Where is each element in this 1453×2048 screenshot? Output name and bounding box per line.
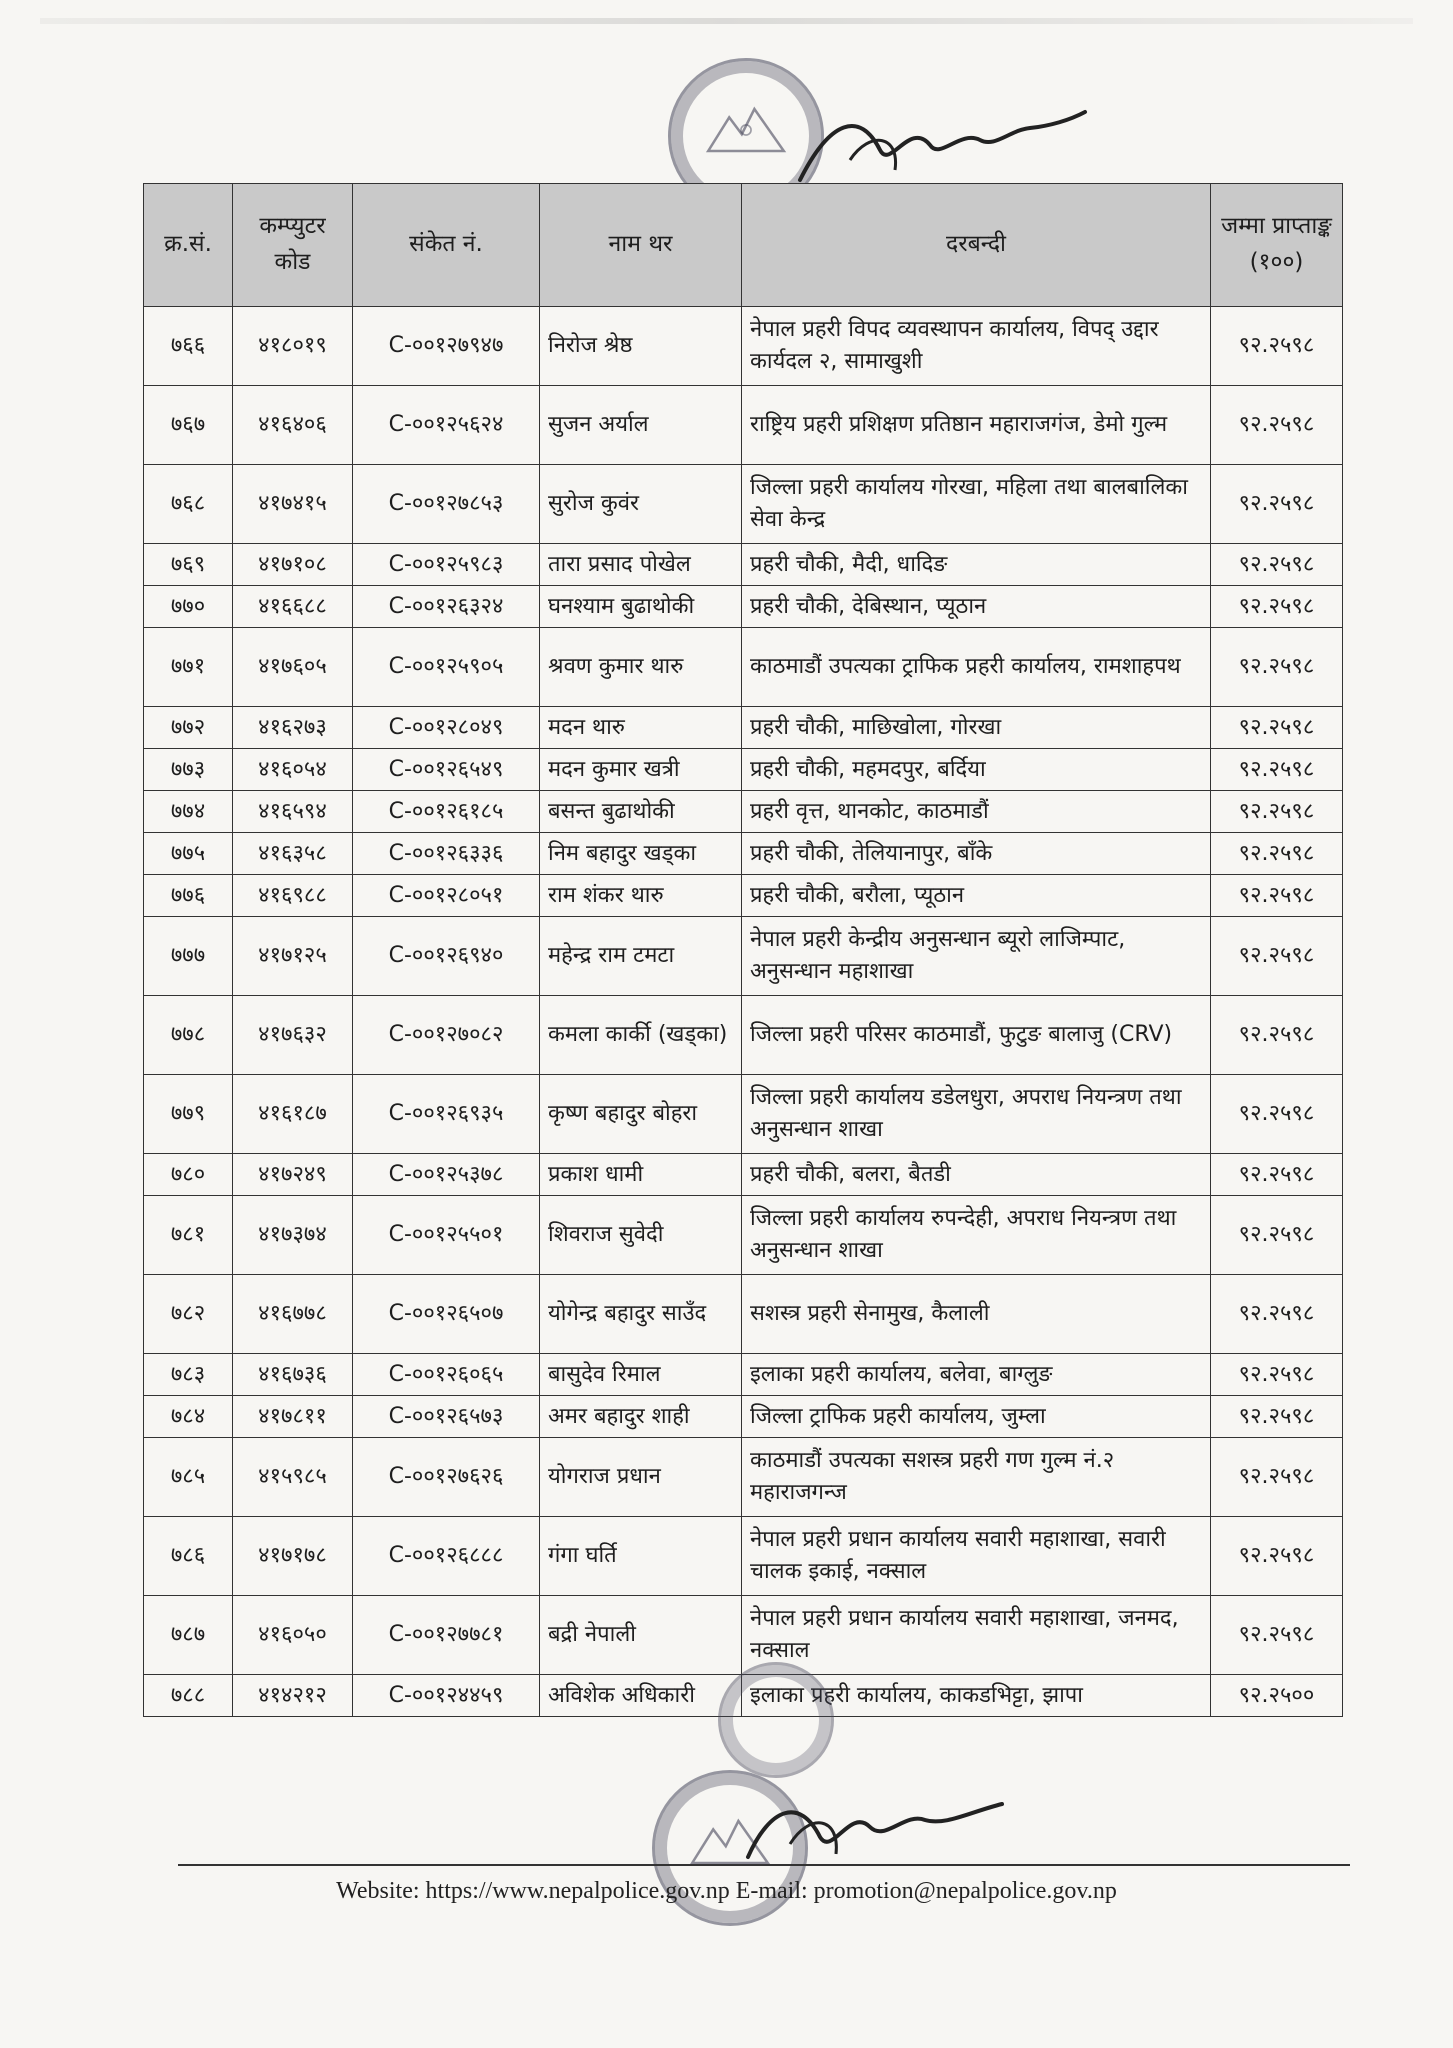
cell-marks: ९२.२५९८	[1211, 1154, 1343, 1196]
cell-code: ४१७६३२	[233, 996, 353, 1075]
cell-marks: ९२.२५९८	[1211, 386, 1343, 465]
footer-contact: Website: https://www.nepalpolice.gov.np E-mail: promotion@nepalpolice.gov.np	[336, 1878, 1117, 1904]
table-header-row	[144, 184, 1343, 307]
cell-name: योगेन्द्र बहादुर साउँद	[540, 1275, 742, 1354]
cell-name: शिवराज सुवेदी	[540, 1196, 742, 1275]
table-row	[144, 749, 1343, 791]
cell-sn: ७८१	[144, 1196, 233, 1275]
cell-post: जिल्ला प्रहरी परिसर काठमाडौं, फुटुङ बालाजु (CRV)	[742, 996, 1211, 1075]
header-total-marks: जम्मा प्राप्ताङ्क (१००)	[1211, 184, 1343, 307]
cell-code: ४१७३७४	[233, 1196, 353, 1275]
cell-code: ४१७१०८	[233, 544, 353, 586]
cell-sn: ७८२	[144, 1275, 233, 1354]
cell-symbol: C-००१२५५०१	[353, 1196, 540, 1275]
table-row	[144, 996, 1343, 1075]
cell-post: इलाका प्रहरी कार्यालय, काकडभिट्टा, झापा	[742, 1675, 1211, 1717]
cell-post: सशस्त्र प्रहरी सेनामुख, कैलाली	[742, 1275, 1211, 1354]
cell-marks: ९२.२५९८	[1211, 1196, 1343, 1275]
cell-symbol: C-००१२८०४९	[353, 707, 540, 749]
cell-sn: ७७१	[144, 628, 233, 707]
middle-seal-icon	[718, 1662, 834, 1778]
top-signature-icon	[790, 100, 1090, 195]
cell-marks: ९२.२५९८	[1211, 1354, 1343, 1396]
cell-code: ४१७४१५	[233, 465, 353, 544]
table-row	[144, 1438, 1343, 1517]
cell-name: प्रकाश धामी	[540, 1154, 742, 1196]
table-row	[144, 586, 1343, 628]
cell-symbol: C-००१२६३२४	[353, 586, 540, 628]
cell-symbol: C-००१२६५०७	[353, 1275, 540, 1354]
cell-post: नेपाल प्रहरी केन्द्रीय अनुसन्धान ब्यूरो लाजिम्पाट, अनुसन्धान महाशाखा	[742, 917, 1211, 996]
cell-post: राष्ट्रिय प्रहरी प्रशिक्षण प्रतिष्ठान महाराजगंज, डेमो गुल्म	[742, 386, 1211, 465]
cell-marks: ९२.२५९८	[1211, 749, 1343, 791]
cell-sn: ७७९	[144, 1075, 233, 1154]
cell-name: कृष्ण बहादुर बोहरा	[540, 1075, 742, 1154]
table-row	[144, 465, 1343, 544]
cell-post: जिल्ला प्रहरी कार्यालय रुपन्देही, अपराध नियन्त्रण तथा अनुसन्धान शाखा	[742, 1196, 1211, 1275]
cell-post: जिल्ला ट्राफिक प्रहरी कार्यालय, जुम्ला	[742, 1396, 1211, 1438]
cell-symbol: C-००१२७०८२	[353, 996, 540, 1075]
header-computer-code: कम्प्युटर कोड	[233, 184, 353, 307]
cell-name: बासुदेव रिमाल	[540, 1354, 742, 1396]
cell-code: ४१७१७८	[233, 1517, 353, 1596]
cell-marks: ९२.२५९८	[1211, 1275, 1343, 1354]
cell-code: ४१६५९४	[233, 791, 353, 833]
cell-sn: ७७७	[144, 917, 233, 996]
cell-symbol: C-००१२६९४०	[353, 917, 540, 996]
cell-symbol: C-००१२७७८१	[353, 1596, 540, 1675]
cell-symbol: C-००१२७६२६	[353, 1438, 540, 1517]
cell-name: अमर बहादुर शाही	[540, 1396, 742, 1438]
cell-name: मदन थारु	[540, 707, 742, 749]
results-table	[143, 183, 1343, 1717]
cell-symbol: C-००१२५३७८	[353, 1154, 540, 1196]
cell-name: निम बहादुर खड्का	[540, 833, 742, 875]
table-row	[144, 1154, 1343, 1196]
cell-sn: ७८४	[144, 1396, 233, 1438]
cell-name: बसन्त बुढाथोकी	[540, 791, 742, 833]
cell-symbol: C-००१२६९३५	[353, 1075, 540, 1154]
cell-marks: ९२.२५९८	[1211, 586, 1343, 628]
cell-name: मदन कुमार खत्री	[540, 749, 742, 791]
bottom-signature-icon	[740, 1782, 1010, 1872]
cell-name: योगराज प्रधान	[540, 1438, 742, 1517]
table-row	[144, 875, 1343, 917]
cell-marks: ९२.२५९८	[1211, 1396, 1343, 1438]
cell-code: ४१५९८५	[233, 1438, 353, 1517]
cell-sn: ७६८	[144, 465, 233, 544]
cell-marks: ९२.२५९८	[1211, 307, 1343, 386]
header-sn: क्र.सं.	[144, 184, 233, 307]
cell-marks: ९२.२५९८	[1211, 544, 1343, 586]
cell-symbol: C-००१२६०६५	[353, 1354, 540, 1396]
cell-name: गंगा घर्ति	[540, 1517, 742, 1596]
cell-code: ४१६७७८	[233, 1275, 353, 1354]
cell-code: ४१७१२५	[233, 917, 353, 996]
cell-code: ४१६४०६	[233, 386, 353, 465]
cell-post: नेपाल प्रहरी विपद व्यवस्थापन कार्यालय, विपद् उद्दार कार्यदल २, सामाखुशी	[742, 307, 1211, 386]
cell-code: ४१६१८७	[233, 1075, 353, 1154]
cell-sn: ७७८	[144, 996, 233, 1075]
cell-code: ४१६७३६	[233, 1354, 353, 1396]
cell-post: प्रहरी चौकी, तेलियानापुर, बाँके	[742, 833, 1211, 875]
table-row	[144, 1396, 1343, 1438]
scan-artifact-line	[40, 18, 1413, 24]
cell-post: इलाका प्रहरी कार्यालय, बलेवा, बाग्लुङ	[742, 1354, 1211, 1396]
cell-code: ४१८०१९	[233, 307, 353, 386]
cell-name: अविशेक अधिकारी	[540, 1675, 742, 1717]
cell-post: प्रहरी चौकी, देबिस्थान, प्यूठान	[742, 586, 1211, 628]
cell-name: घनश्याम बुढाथोकी	[540, 586, 742, 628]
cell-symbol: C-००१२७९४७	[353, 307, 540, 386]
cell-marks: ९२.२५९८	[1211, 1596, 1343, 1675]
table-row	[144, 791, 1343, 833]
cell-name: तारा प्रसाद पोखेल	[540, 544, 742, 586]
cell-sn: ७६७	[144, 386, 233, 465]
cell-code: ४१७६०५	[233, 628, 353, 707]
cell-post: काठमाडौं उपत्यका सशस्त्र प्रहरी गण गुल्म नं.२ महाराजगन्ज	[742, 1438, 1211, 1517]
cell-marks: ९२.२५९८	[1211, 628, 1343, 707]
cell-symbol: C-००१२६५७३	[353, 1396, 540, 1438]
cell-symbol: C-००१२६५४९	[353, 749, 540, 791]
cell-sn: ७७२	[144, 707, 233, 749]
cell-code: ४१६०५४	[233, 749, 353, 791]
cell-post: नेपाल प्रहरी प्रधान कार्यालय सवारी महाशाखा, जनमद, नक्साल	[742, 1596, 1211, 1675]
cell-sn: ७८८	[144, 1675, 233, 1717]
cell-post: प्रहरी चौकी, महमदपुर, बर्दिया	[742, 749, 1211, 791]
table-row	[144, 1075, 1343, 1154]
cell-code: ४१६९८८	[233, 875, 353, 917]
header-name: नाम थर	[540, 184, 742, 307]
table-row	[144, 1275, 1343, 1354]
cell-sn: ७८५	[144, 1438, 233, 1517]
cell-code: ४१६२७३	[233, 707, 353, 749]
cell-post: जिल्ला प्रहरी कार्यालय डडेलधुरा, अपराध नियन्त्रण तथा अनुसन्धान शाखा	[742, 1075, 1211, 1154]
table-row	[144, 628, 1343, 707]
cell-marks: ९२.२५९८	[1211, 833, 1343, 875]
footer-rule	[178, 1864, 1350, 1866]
cell-marks: ९२.२५९८	[1211, 1438, 1343, 1517]
cell-marks: ९२.२५९८	[1211, 465, 1343, 544]
cell-symbol: C-००१२५९८३	[353, 544, 540, 586]
cell-marks: ९२.२५००	[1211, 1675, 1343, 1717]
cell-post: प्रहरी चौकी, माछिखोला, गोरखा	[742, 707, 1211, 749]
cell-symbol: C-००१२६१८५	[353, 791, 540, 833]
table-row	[144, 1596, 1343, 1675]
cell-marks: ९२.२५९८	[1211, 791, 1343, 833]
cell-name: बद्री नेपाली	[540, 1596, 742, 1675]
cell-post: नेपाल प्रहरी प्रधान कार्यालय सवारी महाशाखा, सवारी चालक इकाई, नक्साल	[742, 1517, 1211, 1596]
cell-name: सुरोज कुवंर	[540, 465, 742, 544]
table-row	[144, 1196, 1343, 1275]
cell-name: सुजन अर्याल	[540, 386, 742, 465]
cell-sn: ७८७	[144, 1596, 233, 1675]
cell-post: प्रहरी वृत्त, थानकोट, काठमाडौं	[742, 791, 1211, 833]
cell-marks: ९२.२५९८	[1211, 1075, 1343, 1154]
cell-name: कमला कार्की (खड्का)	[540, 996, 742, 1075]
cell-post: जिल्ला प्रहरी कार्यालय गोरखा, महिला तथा बालबालिका सेवा केन्द्र	[742, 465, 1211, 544]
cell-marks: ९२.२५९८	[1211, 1517, 1343, 1596]
cell-sn: ७६६	[144, 307, 233, 386]
cell-name: महेन्द्र राम टमटा	[540, 917, 742, 996]
cell-code: ४१७८११	[233, 1396, 353, 1438]
cell-symbol: C-००१२५६२४	[353, 386, 540, 465]
cell-sn: ७८०	[144, 1154, 233, 1196]
cell-sn: ७७४	[144, 791, 233, 833]
cell-sn: ७७०	[144, 586, 233, 628]
cell-code: ४१६६८८	[233, 586, 353, 628]
header-symbol-no: संकेत नं.	[353, 184, 540, 307]
header-post: दरबन्दी	[742, 184, 1211, 307]
cell-sn: ७७५	[144, 833, 233, 875]
cell-symbol: C-००१२७८५३	[353, 465, 540, 544]
cell-code: ४१४२१२	[233, 1675, 353, 1717]
cell-symbol: C-००१२६८८८	[353, 1517, 540, 1596]
table-row	[144, 307, 1343, 386]
cell-code: ४१६३५८	[233, 833, 353, 875]
cell-symbol: C-००१२६३३६	[353, 833, 540, 875]
cell-marks: ९२.२५९८	[1211, 875, 1343, 917]
table-row	[144, 1354, 1343, 1396]
cell-symbol: C-००१२८०५१	[353, 875, 540, 917]
cell-name: राम शंकर थारु	[540, 875, 742, 917]
cell-marks: ९२.२५९८	[1211, 917, 1343, 996]
cell-sn: ७६९	[144, 544, 233, 586]
cell-sn: ७७३	[144, 749, 233, 791]
cell-sn: ७८६	[144, 1517, 233, 1596]
table-row	[144, 833, 1343, 875]
cell-sn: ७८३	[144, 1354, 233, 1396]
cell-post: प्रहरी चौकी, बरौला, प्यूठान	[742, 875, 1211, 917]
cell-marks: ९२.२५९८	[1211, 996, 1343, 1075]
cell-post: प्रहरी चौकी, मैदी, धादिङ	[742, 544, 1211, 586]
cell-name: श्रवण कुमार थारु	[540, 628, 742, 707]
cell-code: ४१६०५०	[233, 1596, 353, 1675]
cell-post: प्रहरी चौकी, बलरा, बैतडी	[742, 1154, 1211, 1196]
table-row	[144, 544, 1343, 586]
cell-symbol: C-००१२५९०५	[353, 628, 540, 707]
cell-code: ४१७२४९	[233, 1154, 353, 1196]
cell-post: काठमाडौं उपत्यका ट्राफिक प्रहरी कार्यालय, रामशाहपथ	[742, 628, 1211, 707]
cell-marks: ९२.२५९८	[1211, 707, 1343, 749]
cell-name: निरोज श्रेष्ठ	[540, 307, 742, 386]
table-row	[144, 1517, 1343, 1596]
cell-sn: ७७६	[144, 875, 233, 917]
table-row	[144, 917, 1343, 996]
cell-symbol: C-००१२४४५९	[353, 1675, 540, 1717]
table-row	[144, 707, 1343, 749]
table-row	[144, 386, 1343, 465]
